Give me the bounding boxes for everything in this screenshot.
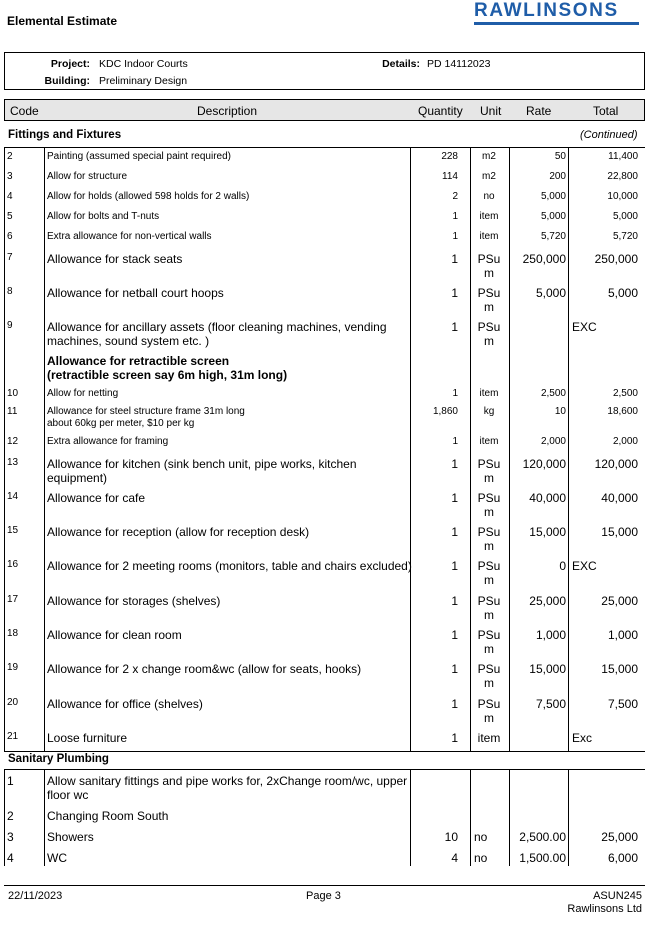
row-description: Changing Room South bbox=[47, 809, 169, 823]
row-description: Allowance for reception (allow for reception desk) bbox=[47, 525, 310, 539]
row-total: 6,000 bbox=[607, 851, 638, 865]
details-value: PD 14112023 bbox=[427, 58, 491, 70]
row-code: 4 bbox=[7, 851, 14, 865]
column-divider bbox=[44, 769, 45, 866]
table-left-border bbox=[4, 769, 5, 866]
row-rate: 10 bbox=[554, 406, 566, 417]
row-code: 20 bbox=[7, 697, 19, 708]
row-total: 2,500 bbox=[612, 388, 638, 399]
row-unit: PSu m bbox=[477, 559, 501, 587]
row-rate: 120,000 bbox=[522, 457, 566, 471]
row-quantity: 1 bbox=[451, 457, 458, 471]
row-code: 12 bbox=[7, 436, 19, 447]
row-quantity: 1 bbox=[451, 252, 458, 266]
row-description: Allowance for ancillary assets (floor cleaning machines, vending machines, sound system etc. ) bbox=[47, 320, 387, 348]
footer-company: Rawlinsons Ltd bbox=[567, 903, 642, 915]
section2-top-rule bbox=[4, 769, 645, 770]
section-title-sanitary: Sanitary Plumbing bbox=[8, 753, 109, 765]
column-divider bbox=[44, 147, 45, 751]
row-total: 5,720 bbox=[612, 231, 638, 242]
row-quantity: 2 bbox=[452, 191, 458, 202]
footer-date: 22/11/2023 bbox=[8, 890, 63, 902]
row-unit: PSu m bbox=[477, 320, 501, 348]
row-code: 13 bbox=[7, 457, 19, 468]
col-description: Description bbox=[197, 104, 258, 118]
row-rate: 2,500 bbox=[540, 388, 566, 399]
row-unit: PSu m bbox=[477, 286, 501, 314]
row-rate: 40,000 bbox=[529, 491, 566, 505]
row-unit: item bbox=[479, 211, 499, 222]
row-unit: no bbox=[474, 830, 488, 844]
row-total: 5,000 bbox=[612, 211, 638, 222]
section-title-fittings: Fittings and Fixtures bbox=[8, 129, 122, 141]
row-code: 2 bbox=[7, 151, 13, 162]
row-unit: item bbox=[477, 731, 501, 745]
row-unit: no bbox=[483, 191, 495, 202]
row-total: 5,000 bbox=[607, 286, 638, 300]
project-label: Project: bbox=[50, 58, 90, 70]
row-quantity: 1 bbox=[451, 731, 458, 745]
row-description: Allowance for office (shelves) bbox=[47, 697, 203, 711]
row-description: WC bbox=[47, 851, 67, 865]
row-rate: 5,000 bbox=[540, 211, 566, 222]
row-unit: PSu m bbox=[477, 628, 501, 656]
row-rate: 25,000 bbox=[529, 594, 566, 608]
row-description: Allow for netting bbox=[47, 388, 119, 399]
row-description: Allowance for retractible screen (retractible screen say 6m high, 31m long) bbox=[47, 354, 288, 382]
row-description: Allow for structure bbox=[47, 171, 128, 182]
row-unit: PSu m bbox=[477, 697, 501, 725]
column-divider bbox=[509, 769, 510, 866]
building-value: Preliminary Design bbox=[99, 75, 188, 87]
row-code: 7 bbox=[7, 252, 13, 263]
row-description: Allowance for netball court hoops bbox=[47, 286, 224, 300]
column-divider bbox=[568, 769, 569, 866]
row-total: 25,000 bbox=[601, 594, 638, 608]
row-quantity: 1 bbox=[451, 559, 458, 573]
row-rate: 1,000 bbox=[535, 628, 566, 642]
row-unit: item bbox=[479, 388, 499, 399]
footer-ref: ASUN245 bbox=[593, 890, 642, 902]
row-quantity: 1 bbox=[451, 594, 458, 608]
row-code: 17 bbox=[7, 594, 19, 605]
row-quantity: 114 bbox=[442, 171, 458, 182]
table-left-border bbox=[4, 147, 5, 751]
row-code: 15 bbox=[7, 525, 19, 536]
row-rate: 2,500.00 bbox=[519, 830, 566, 844]
details-label: Details: bbox=[382, 58, 420, 70]
row-quantity: 1 bbox=[452, 231, 458, 242]
row-quantity: 1 bbox=[451, 491, 458, 505]
row-description: Allowance for stack seats bbox=[47, 252, 183, 266]
row-total: 15,000 bbox=[601, 662, 638, 676]
row-unit: PSu m bbox=[477, 662, 501, 690]
row-code: 16 bbox=[7, 559, 19, 570]
footer-page: Page 3 bbox=[306, 890, 341, 902]
row-description: Allowance for clean room bbox=[47, 628, 182, 642]
row-total: 11,400 bbox=[608, 151, 638, 162]
col-total: Total bbox=[593, 104, 619, 118]
row-total: 10,000 bbox=[607, 191, 638, 202]
row-unit: m2 bbox=[482, 171, 496, 182]
row-quantity: 1 bbox=[452, 388, 458, 399]
col-code: Code bbox=[10, 104, 39, 118]
row-unit: PSu m bbox=[477, 594, 501, 622]
row-unit: no bbox=[474, 851, 488, 865]
row-description: Loose furniture bbox=[47, 731, 128, 745]
column-divider bbox=[410, 769, 411, 866]
row-code: 1 bbox=[7, 774, 14, 788]
row-quantity: 228 bbox=[441, 151, 458, 162]
row-total: EXC bbox=[572, 559, 597, 573]
row-description: Showers bbox=[47, 830, 94, 844]
row-total: 2,000 bbox=[612, 436, 638, 447]
row-code: 3 bbox=[7, 171, 13, 182]
column-divider bbox=[410, 147, 411, 751]
row-description: Allow for bolts and T-nuts bbox=[47, 211, 160, 222]
row-quantity: 1 bbox=[451, 320, 458, 334]
row-rate: 1,500.00 bbox=[519, 851, 566, 865]
row-description: Extra allowance for non-vertical walls bbox=[47, 231, 212, 242]
row-code: 14 bbox=[7, 491, 19, 502]
row-unit: PSu m bbox=[477, 457, 501, 485]
row-unit: item bbox=[479, 231, 499, 242]
row-rate: 2,000 bbox=[540, 436, 566, 447]
row-quantity: 10 bbox=[444, 830, 458, 844]
row-code: 8 bbox=[7, 286, 13, 297]
column-divider bbox=[470, 769, 471, 866]
row-quantity: 1 bbox=[452, 436, 458, 447]
row-unit: PSu m bbox=[477, 525, 501, 553]
column-divider bbox=[568, 147, 569, 751]
row-quantity: 1 bbox=[451, 662, 458, 676]
project-value: KDC Indoor Courts bbox=[99, 58, 188, 70]
row-total: 120,000 bbox=[594, 457, 638, 471]
row-rate: 250,000 bbox=[522, 252, 566, 266]
row-total: 40,000 bbox=[601, 491, 638, 505]
row-rate: 5,000 bbox=[535, 286, 566, 300]
row-description: Allowance for cafe bbox=[47, 491, 146, 505]
row-code: 19 bbox=[7, 662, 19, 673]
row-unit: PSu m bbox=[477, 252, 501, 280]
row-quantity: 1,860 bbox=[432, 406, 458, 417]
row-description: Allowance for steel structure frame 31m long about 60kg per meter, $10 per kg bbox=[47, 406, 245, 429]
row-code: 10 bbox=[7, 388, 19, 399]
row-total: EXC bbox=[572, 320, 597, 334]
row-total: 22,800 bbox=[607, 171, 638, 182]
row-unit: kg bbox=[483, 406, 495, 417]
row-total: Exc bbox=[572, 731, 593, 745]
col-unit: Unit bbox=[480, 104, 502, 118]
row-total: 25,000 bbox=[601, 830, 638, 844]
footer-rule bbox=[4, 885, 645, 886]
row-code: 9 bbox=[7, 320, 13, 331]
brand-logo: RAWLINSONS bbox=[474, 0, 619, 21]
col-rate: Rate bbox=[526, 104, 552, 118]
row-quantity: 4 bbox=[451, 851, 458, 865]
row-description: Allow sanitary fittings and pipe works for, 2xChange room/wc, upper floor wc bbox=[47, 774, 408, 802]
row-unit: item bbox=[479, 436, 499, 447]
row-rate: 200 bbox=[549, 171, 566, 182]
row-quantity: 1 bbox=[451, 697, 458, 711]
row-code: 6 bbox=[7, 231, 13, 242]
row-rate: 5,720 bbox=[540, 231, 566, 242]
row-quantity: 1 bbox=[451, 628, 458, 642]
section1-top-rule bbox=[4, 147, 645, 148]
row-description: Allow for holds (allowed 598 holds for 2 walls) bbox=[47, 191, 250, 202]
row-description: Allowance for 2 x change room&wc (allow for seats, hooks) bbox=[47, 662, 362, 676]
column-divider bbox=[509, 147, 510, 751]
row-rate: 5,000 bbox=[540, 191, 566, 202]
row-description: Allowance for kitchen (sink bench unit, pipe works, kitchen equipment) bbox=[47, 457, 357, 485]
row-total: 15,000 bbox=[601, 525, 638, 539]
row-code: 3 bbox=[7, 830, 14, 844]
building-label: Building: bbox=[44, 75, 90, 87]
row-description: Allowance for storages (shelves) bbox=[47, 594, 221, 608]
row-rate: 50 bbox=[554, 151, 566, 162]
row-code: 18 bbox=[7, 628, 19, 639]
row-code: 5 bbox=[7, 211, 13, 222]
row-rate: 15,000 bbox=[529, 525, 566, 539]
row-total: 1,000 bbox=[607, 628, 638, 642]
row-quantity: 1 bbox=[451, 525, 458, 539]
section1-bottom-rule bbox=[4, 751, 645, 752]
row-code: 21 bbox=[7, 731, 19, 742]
row-rate: 15,000 bbox=[529, 662, 566, 676]
row-rate: 7,500 bbox=[535, 697, 566, 711]
row-total: 18,600 bbox=[607, 406, 638, 417]
row-total: 250,000 bbox=[594, 252, 638, 266]
row-description: Allowance for 2 meeting rooms (monitors, table and chairs excluded) bbox=[47, 559, 412, 573]
row-unit: PSu m bbox=[477, 491, 501, 519]
row-rate: 0 bbox=[559, 559, 566, 573]
section-continued: (Continued) bbox=[580, 129, 638, 141]
row-quantity: 1 bbox=[452, 211, 458, 222]
row-description: Painting (assumed special paint required) bbox=[47, 151, 231, 162]
row-code: 11 bbox=[7, 406, 18, 417]
row-description: Extra allowance for framing bbox=[47, 436, 169, 447]
row-code: 4 bbox=[7, 191, 13, 202]
col-quantity: Quantity bbox=[418, 104, 463, 118]
row-unit: m2 bbox=[482, 151, 496, 162]
row-total: 7,500 bbox=[607, 697, 638, 711]
row-code: 2 bbox=[7, 809, 14, 823]
row-quantity: 1 bbox=[451, 286, 458, 300]
document-title: Elemental Estimate bbox=[7, 14, 118, 28]
